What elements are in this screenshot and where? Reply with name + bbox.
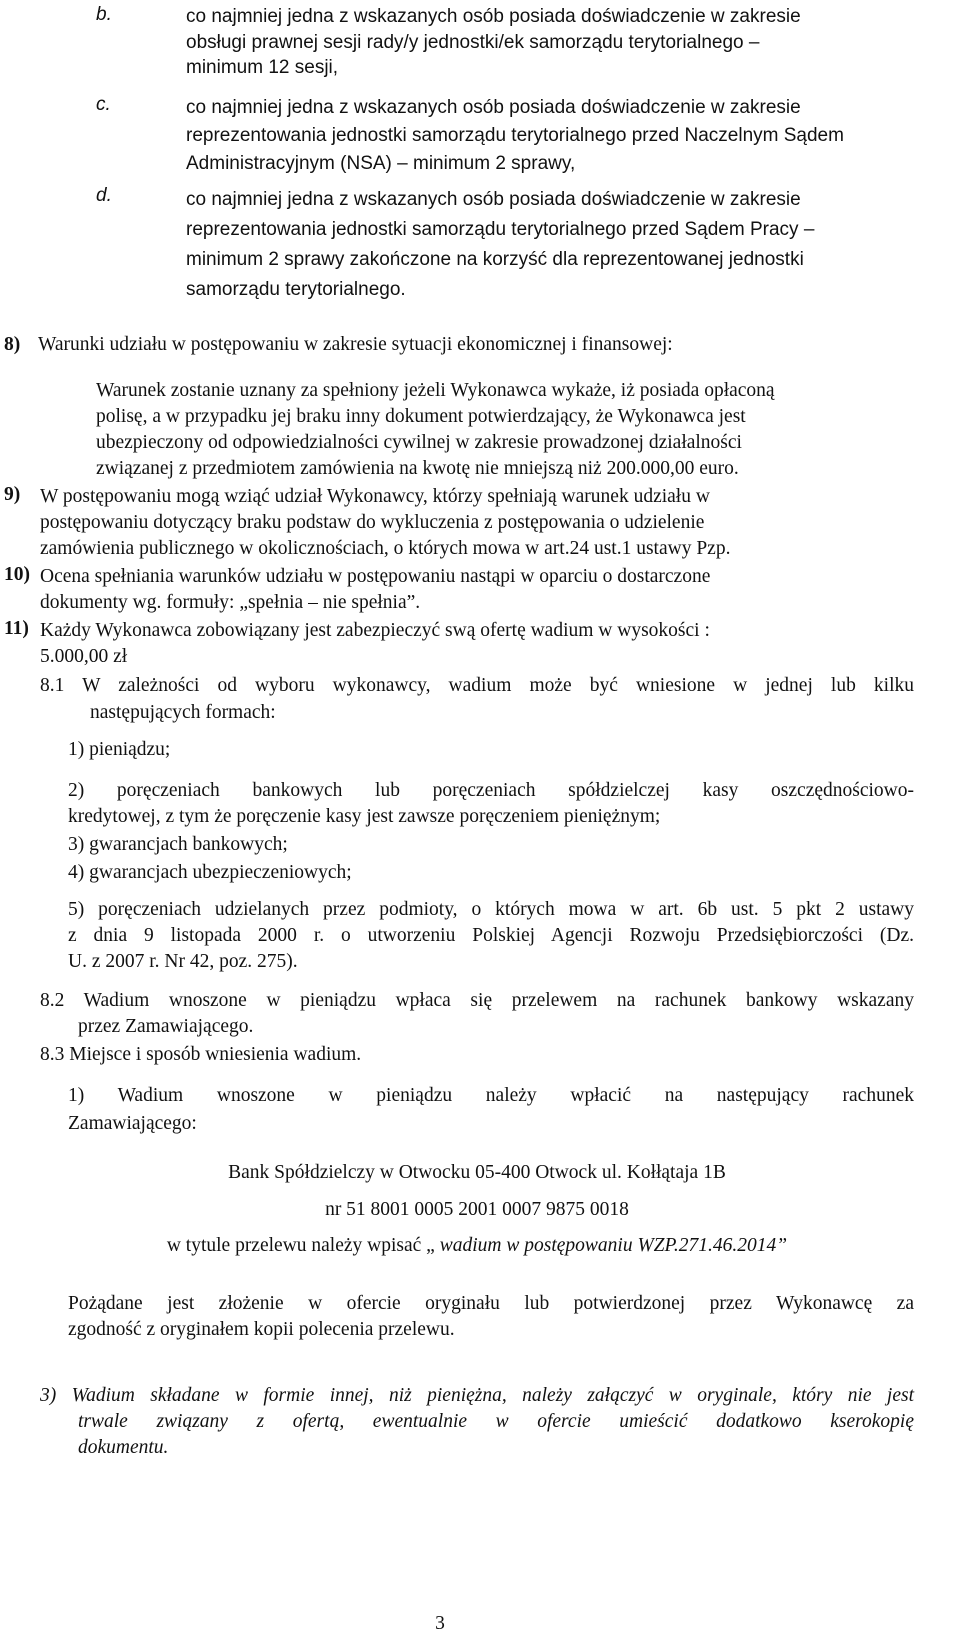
list-marker-c: c. bbox=[96, 94, 111, 115]
paragraph-8-3-heading: 8.3 Miejsce i sposób wniesienia wadium. bbox=[40, 1044, 362, 1065]
wadium-form-1: 1) pieniądzu; bbox=[68, 739, 171, 760]
list-marker-b: b. bbox=[96, 4, 112, 25]
section-10-number: 10) bbox=[4, 564, 30, 585]
wadium-form-3: 3) gwarancjach bankowych; bbox=[68, 834, 288, 855]
section-8-number: 8) bbox=[4, 334, 21, 355]
list-item-c: co najmniej jedna z wskazanych osób posiada doświadczenie w zakresie reprezentowania jednostki samorządu terytorialnego przed Naczelnym Sądem Administracyjnym (NSA) – minimum 2 sprawy, bbox=[186, 97, 844, 174]
wadium-form-5: 5) poręczeniach udzielanych przez podmioty, o których mowa w art. 6b ust. 5 pkt 2 ustawy z dnia 9 listopada 2000 r. o utworzeniu Polskiej Agencji Rozwoju Przedsiębiorczości (Dz. U. z 2007 r. Nr 42, poz. 275). bbox=[68, 899, 914, 972]
section-10-body: Ocena spełniania warunków udziału w postępowaniu nastąpi w oparciu o dostarczone dokumenty wg. formuły: „spełnia – nie spełnia”. bbox=[40, 566, 711, 613]
section-8-body: Warunek zostanie uznany za spełniony jeżeli Wykonawca wykaże, iż posiada opłaconą polisę, a w przypadku jej braku inny dokument potwierdzający, że Wykonawca jest ubezpieczony od odpowiedzialności cywilnej w zakresie prowadzonej działalności związanej z przedmiotem zamówienia na kwotę nie mniejszą niż 200.000,00 euro. bbox=[96, 380, 775, 479]
page-number: 3 bbox=[435, 1613, 445, 1634]
bank-details bbox=[40, 1160, 914, 1259]
list-marker-d: d. bbox=[96, 185, 112, 206]
transfer-title: w tytule przelewu należy wpisać „ wadium w postępowaniu WZP.271.46.2014” bbox=[166, 1235, 788, 1256]
paragraph-8-3-item-3: 3) Wadium składane w formie innej, niż pieniężna, należy załączyć w oryginale, który nie jest trwale związany z ofertą, ewentualnie w ofercie umieścić dodatkowo kserokopię dokumentu. bbox=[40, 1385, 914, 1458]
section-8-heading: Warunki udziału w postępowaniu w zakresie sytuacji ekonomicznej i finansowej: bbox=[38, 334, 673, 355]
section-9-body: W postępowaniu mogą wziąć udział Wykonawcy, którzy spełniają warunek udziału w postępowaniu dotyczący braku podstaw do wykluczenia z postępowania o udzielenie zamówienia publicznego w okolicznościach, o których mowa w art.24 ust.1 ustawy Pzp. bbox=[40, 486, 731, 559]
section-9-number: 9) bbox=[4, 484, 21, 505]
bank-name: Bank Spółdzielczy w Otwocku 05-400 Otwock ul. Kołłątaja 1B bbox=[228, 1162, 726, 1183]
wadium-form-2: 2) poręczeniach bankowych lub poręczeniach spółdzielczej kasy oszczędnościowo- kredytowej, z tym że poręczenie kasy jest zawsze poręczeniem pieniężnym; bbox=[68, 780, 914, 827]
list-item-b: co najmniej jedna z wskazanych osób posiada doświadczenie w zakresie obsługi prawnej sesji rady/y jednostki/ek samorządu terytorialnego – minimum 12 sesji, bbox=[186, 6, 801, 78]
bank-account-number: nr 51 8001 0005 2001 0007 9875 0018 bbox=[325, 1199, 629, 1220]
paragraph-8-3-item-1: 1) Wadium wnoszone w pieniądzu należy wpłacić na następujący rachunek Zamawiającego: bbox=[68, 1085, 914, 1134]
paragraph-8-2: 8.2 Wadium wnoszone w pieniądzu wpłaca się przelewem na rachunek bankowy wskazany przez Zamawiającego. bbox=[40, 990, 914, 1037]
wadium-form-4: 4) gwarancjach ubezpieczeniowych; bbox=[68, 862, 352, 883]
desired-transfer-copy: Pożądane jest złożenie w ofercie oryginału lub potwierdzonej przez Wykonawcę za zgodność z oryginałem kopii polecenia przelewu. bbox=[68, 1293, 914, 1340]
section-11-number: 11) bbox=[4, 618, 29, 639]
paragraph-8-1: 8.1 W zależności od wyboru wykonawcy, wadium może być wniesione w jednej lub kilku następujących formach: bbox=[40, 675, 914, 723]
list-item-d: co najmniej jedna z wskazanych osób posiada doświadczenie w zakresie reprezentowania jednostki samorządu terytorialnego przed Sądem Pracy – minimum 2 sprawy zakończone na korzyść dla reprezentowanej jednostki samorządu terytorialnego. bbox=[186, 189, 815, 300]
section-11-body: Każdy Wykonawca zobowiązany jest zabezpieczyć swą ofertę wadium w wysokości : 5.000,00 zł bbox=[40, 620, 710, 667]
